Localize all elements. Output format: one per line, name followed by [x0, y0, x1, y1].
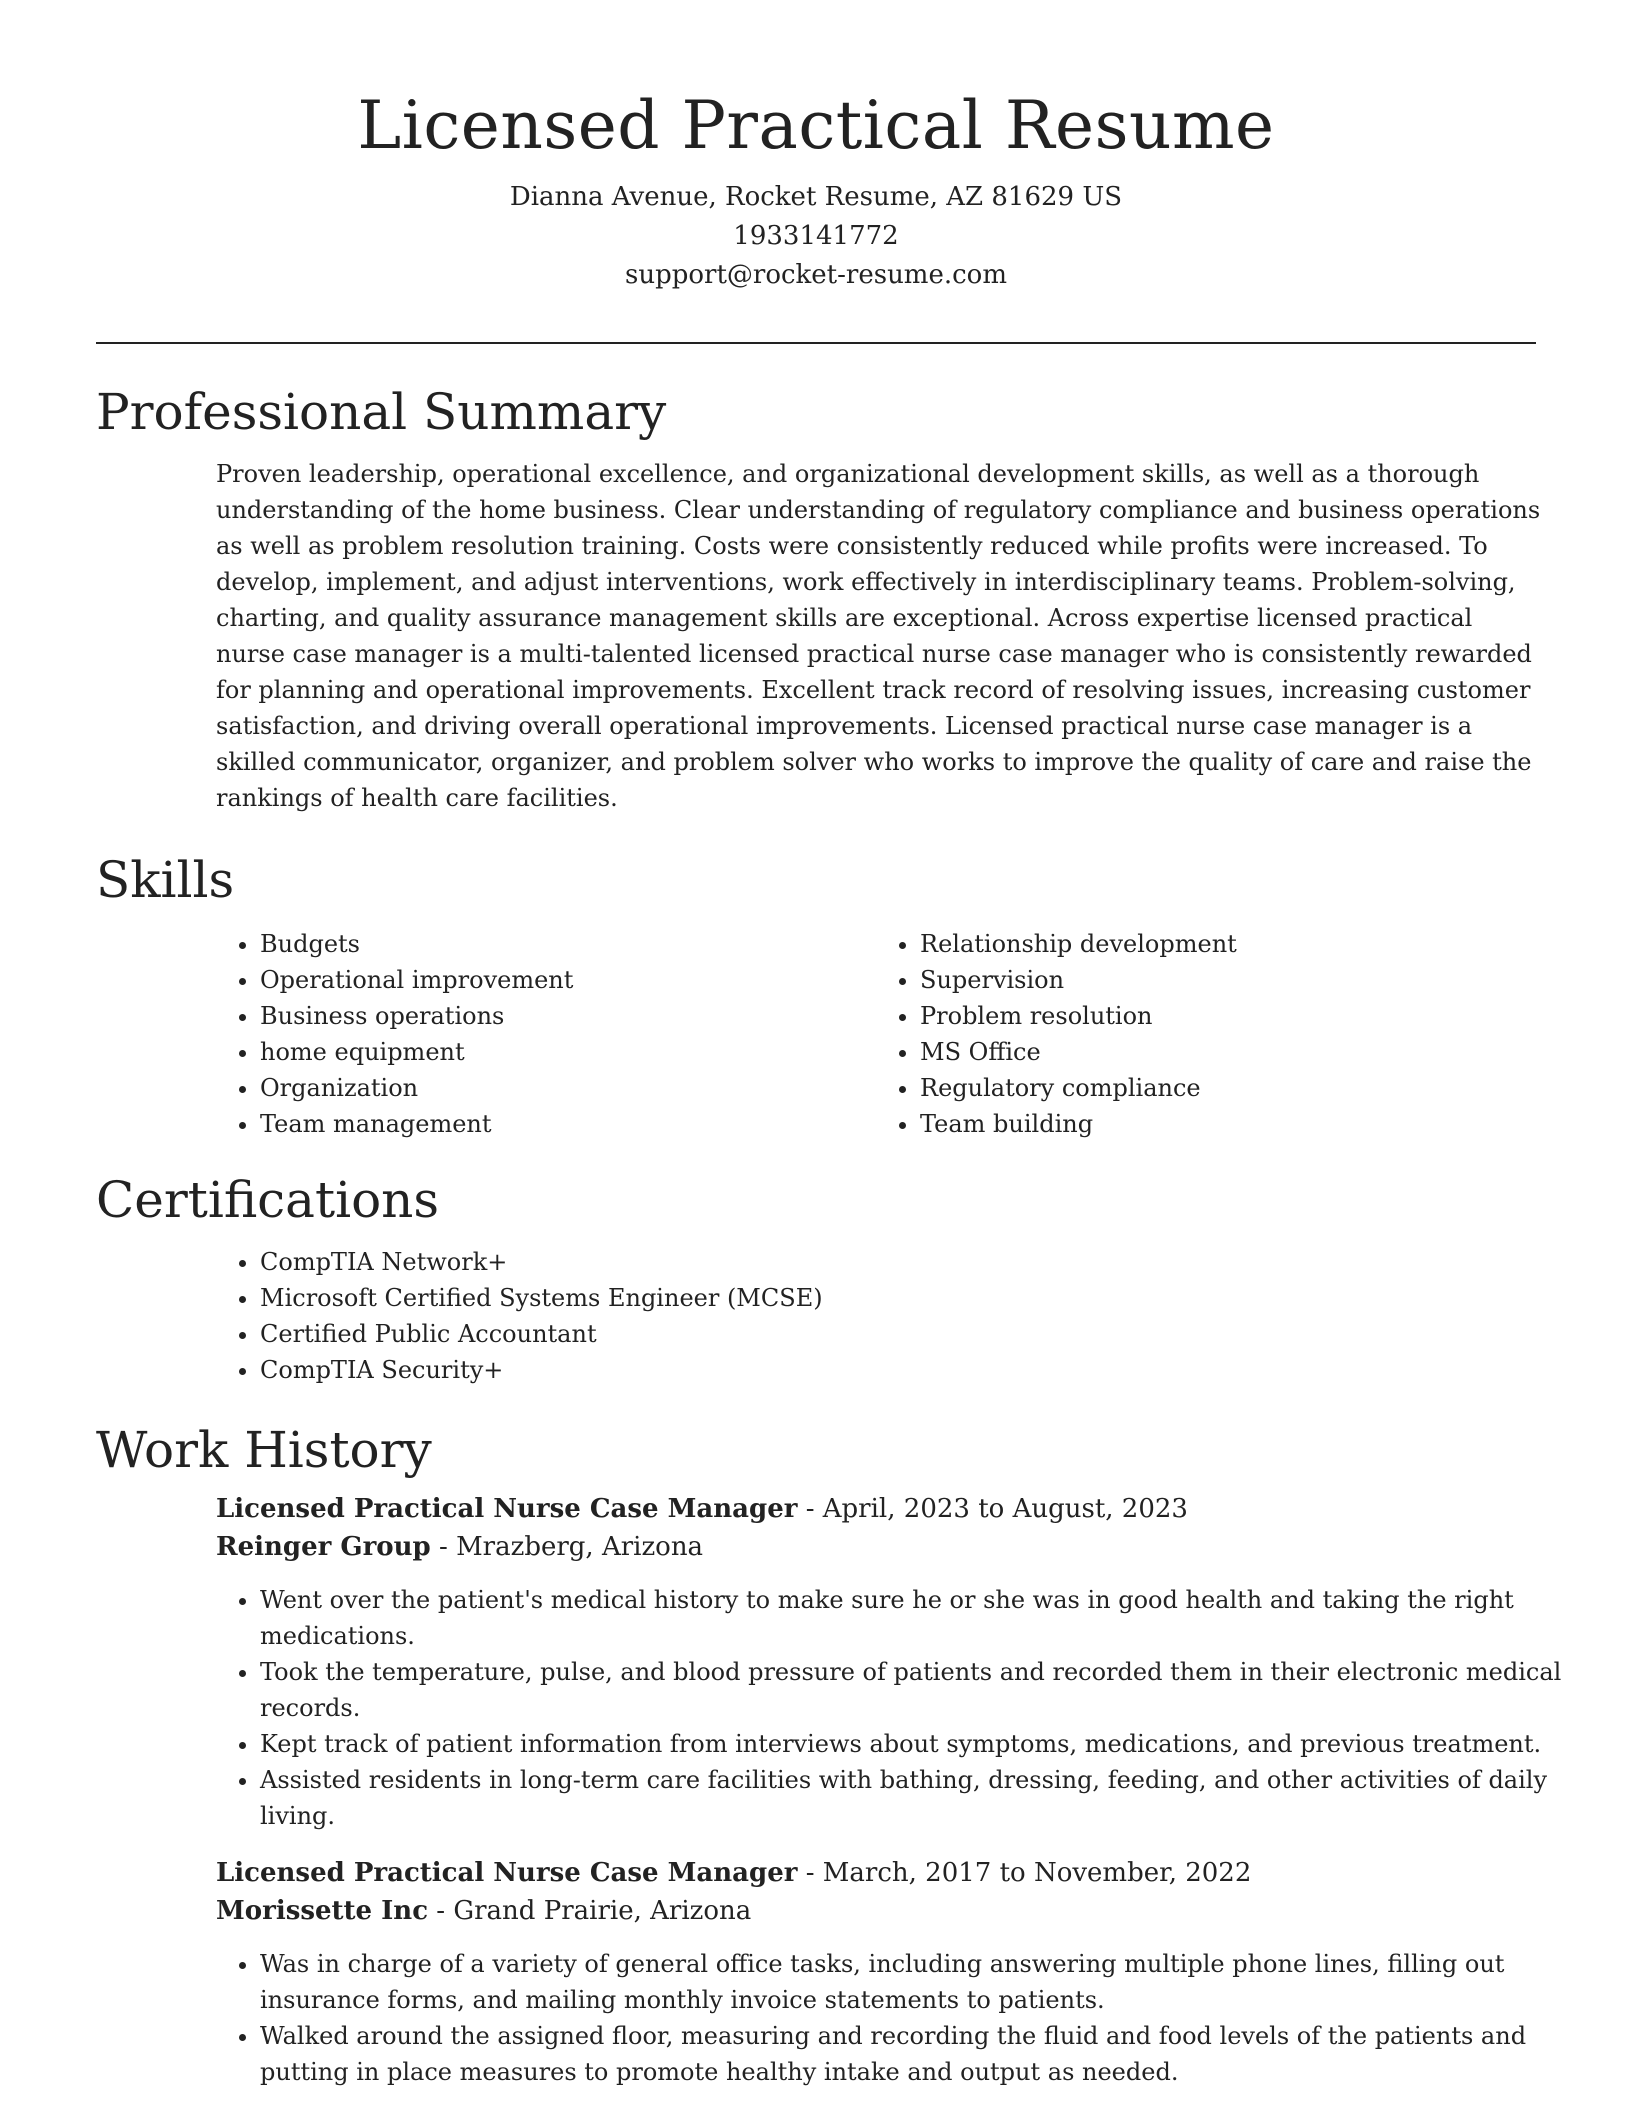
certification-item: • CompTIA Network+ [260, 1244, 1536, 1280]
skill-item: • home equipment [260, 1034, 876, 1070]
work-history-section [96, 1418, 1562, 2110]
skills-heading: Skills [96, 851, 235, 909]
job-separator: - [797, 1858, 823, 1888]
job-bullet: • Took the temperature, pulse, and blood pressure of patients and recorded them in their electronic medical records. [260, 1654, 1585, 1726]
skills-list-left [216, 926, 876, 1142]
skill-item: • Business operations [260, 998, 876, 1034]
job-bullets [216, 1582, 1585, 1834]
job-company: Morissette Inc [216, 1896, 429, 1926]
job-separator: - [428, 1896, 454, 1926]
job-bullet: • Kept track of patient information from interviews about symptoms, medications, and previous treatment. [260, 1726, 1585, 1762]
skill-item: • Team building [920, 1106, 1536, 1142]
certification-item: • Certified Public Accountant [260, 1316, 1536, 1352]
resume-header [0, 0, 1632, 295]
job-company-line [216, 1528, 1536, 1566]
job-bullet: • Went over the patient's medical history to make sure he or she was in good health and taking the right medications. [260, 1582, 1585, 1654]
job-company: Reinger Group [216, 1532, 431, 1562]
certification-item: • Microsoft Certified Systems Engineer (MCSE) [260, 1280, 1536, 1316]
job-bullet: • Was in charge of a variety of general office tasks, including answering multiple phone lines, filling out insurance forms, and mailing monthly invoice statements to patients. [260, 1946, 1585, 2018]
job-company-line [216, 1892, 1536, 1930]
job-position: Licensed Practical Nurse Case Manager [216, 1858, 798, 1888]
job-dates: April, 2023 to August, 2023 [822, 1494, 1188, 1524]
certifications-list [216, 1232, 1536, 1388]
skill-item: • Regulatory compliance [920, 1070, 1536, 1106]
resume-title: Licensed Practical Resume [357, 87, 1275, 164]
job-dates: March, 2017 to November, 2022 [822, 1858, 1252, 1888]
certifications-section [96, 1168, 1536, 1388]
contact-address: Dianna Avenue, Rocket Resume, AZ 81629 US [509, 182, 1123, 212]
job-bullets [216, 1946, 1585, 2090]
skill-item: • Supervision [920, 962, 1536, 998]
contact-block [0, 178, 1632, 295]
job-title-line [216, 1854, 1536, 1892]
skill-item: • Team management [260, 1106, 876, 1142]
skill-item: • Operational improvement [260, 962, 876, 998]
contact-phone: 1933141772 [733, 221, 899, 251]
contact-email: support@rocket-resume.com [624, 260, 1007, 290]
job-separator: - [430, 1532, 457, 1562]
skill-item: • Relationship development [920, 926, 1536, 962]
certification-item: • CompTIA Security+ [260, 1352, 1536, 1388]
job-entry [216, 1854, 1536, 2090]
work-history-list [216, 1482, 1562, 2090]
header-divider [96, 342, 1536, 344]
skills-list-right [876, 926, 1536, 1142]
job-position: Licensed Practical Nurse Case Manager [216, 1494, 798, 1524]
summary-section [96, 380, 1541, 816]
skill-item: • MS Office [920, 1034, 1536, 1070]
summary-heading: Professional Summary [96, 383, 667, 441]
job-bullet: • Walked around the assigned floor, measuring and recording the fluid and food levels of the patients and putting in place measures to promote healthy intake and output as needed. [260, 2018, 1585, 2090]
skill-item: • Organization [260, 1070, 876, 1106]
job-location: Mrazberg, Arizona [456, 1532, 704, 1562]
certifications-heading: Certifications [96, 1171, 440, 1229]
skill-item: • Budgets [260, 926, 876, 962]
skill-item: • Problem resolution [920, 998, 1536, 1034]
job-entry [216, 1490, 1562, 1834]
job-separator: - [797, 1494, 823, 1524]
skills-section [96, 848, 1536, 1142]
summary-text: Proven leadership, operational excellence, and organizational development skills, as well as a thorough understanding of the home business. Clear understanding of regulatory compliance and business operations as well as problem resolution training. Costs were consistently reduced while profits were increased. To develop, implement, and adjust interventions, work effectively in interdisciplinary teams. Problem-solving, charting, and quality assurance management skills are exceptional. Across expertise licensed practical nurse case manager is a multi-talented licensed practical nurse case manager who is consistently rewarded for planning and operational improvements. Excellent track record of resolving issues, increasing customer satisfaction, and driving overall operational improvements. Licensed practical nurse case manager is a skilled communicator, organizer, and problem solver who works to improve the quality of care and raise the rankings of health care facilities. [216, 460, 1541, 812]
job-bullet: • Assisted residents in long-term care facilities with bathing, dressing, feeding, and other activities of daily living. [260, 1762, 1585, 1834]
job-title-line [216, 1490, 1536, 1528]
work-history-heading: Work History [96, 1421, 432, 1479]
job-location: Grand Prairie, Arizona [453, 1896, 752, 1926]
